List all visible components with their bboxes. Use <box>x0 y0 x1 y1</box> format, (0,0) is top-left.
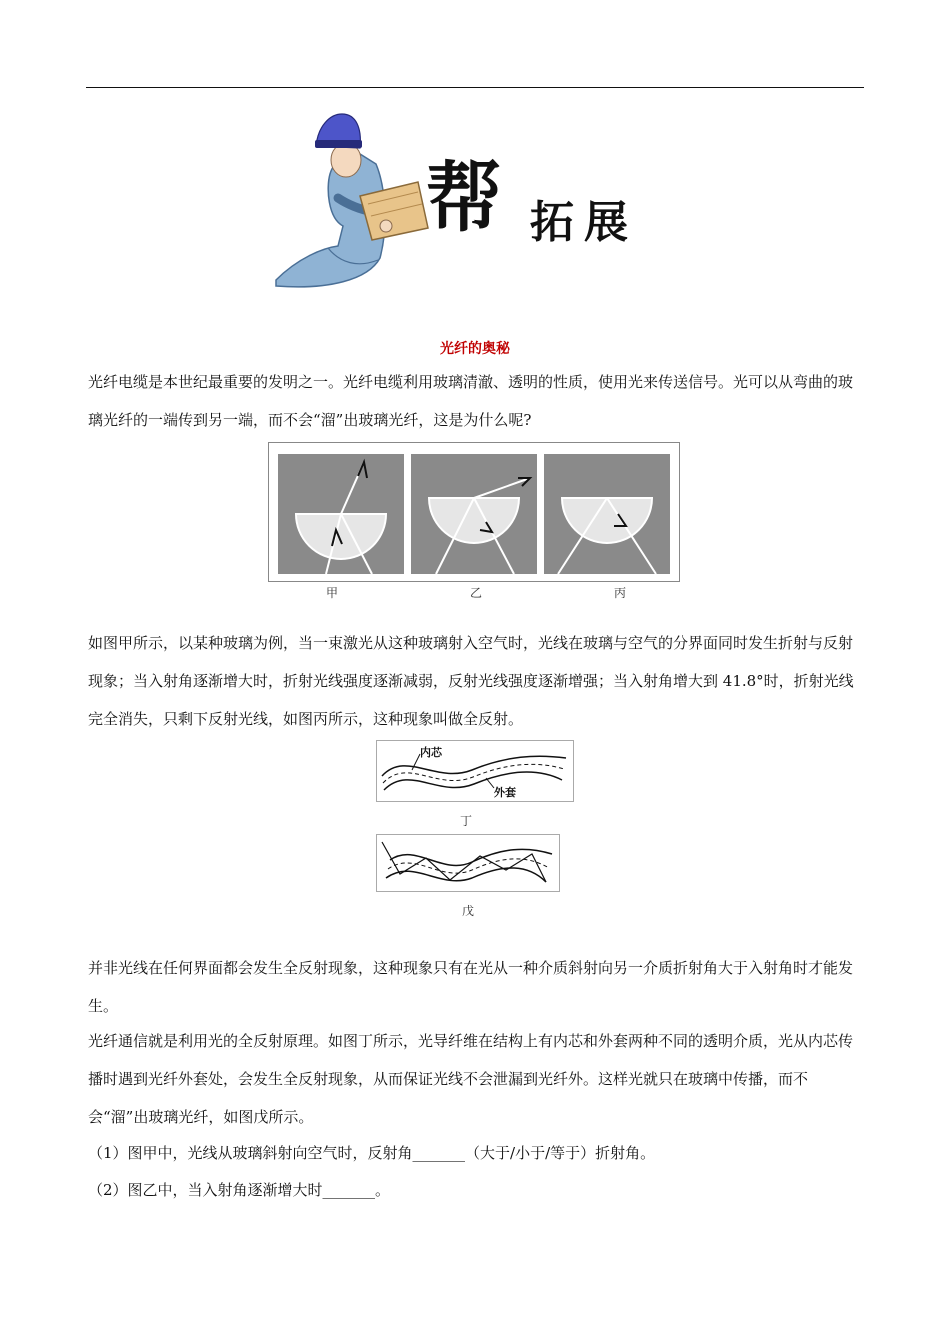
banner-text-small: 拓展 <box>530 197 638 248</box>
panel-jia <box>278 454 404 574</box>
label-cladding: 外套 <box>494 786 516 799</box>
question-1: （1）图甲中，光线从玻璃斜射向空气时，反射角_______（大于/小于/等于）折射角。 <box>88 1144 656 1162</box>
figure-refraction <box>268 442 680 582</box>
explain-paragraph: 如图甲所示，以某种玻璃为例，当一束激光从这种玻璃射入空气时，光线在玻璃与空气的分界面同时发生折射与反射现象；当入射角逐渐增大时，折射光线强度逐渐减弱，反射光线强度逐渐增强；当入射角增大到 41.8°时，折射光线完全消失，只剩下反射光线，如图丙所示，这种现象叫做全反射。 <box>88 634 854 728</box>
panel-yi <box>411 454 537 574</box>
banner-text-big: 帮 <box>426 153 502 242</box>
label-core: 内芯 <box>420 746 442 759</box>
caption-yi: 乙 <box>470 586 483 600</box>
question-2: （2）图乙中，当入射角逐渐增大时_______。 <box>88 1181 391 1199</box>
caption-wu: 戊 <box>462 904 475 918</box>
intro-paragraph: 光纤电缆是本世纪最重要的发明之一。光纤电缆利用玻璃清澈、透明的性质，使用光来传送信号。光可以从弯曲的玻璃光纤的一端传到另一端，而不会“溜”出玻璃光纤，这是为什么呢? <box>88 373 854 429</box>
caption-jia: 甲 <box>326 586 339 600</box>
figure-fiber-reflection <box>376 834 560 892</box>
figure-fiber-structure <box>376 740 574 802</box>
panel-bing <box>544 454 670 574</box>
caption-bing: 丙 <box>614 586 627 600</box>
caption-ding: 丁 <box>460 814 473 828</box>
article-title: 光纤的奥秘 <box>440 341 510 357</box>
banner <box>268 108 658 298</box>
header-rule <box>86 87 864 88</box>
fiber-paragraph: 光纤通信就是利用光的全反射原理。如图丁所示，光导纤维在结构上有内芯和外套两种不同的透明介质，光从内芯传播时遇到光纤外套处，会发生全反射现象，从而保证光线不会泄漏到光纤外。这样光就只在玻璃中传播，而不会“溜”出玻璃光纤，如图戊所示。 <box>88 1032 854 1126</box>
condition-paragraph: 并非光线在任何界面都会发生全反射现象，这种现象只有在光从一种介质斜射向另一介质折射角大于入射角时才能发生。 <box>88 959 854 1015</box>
